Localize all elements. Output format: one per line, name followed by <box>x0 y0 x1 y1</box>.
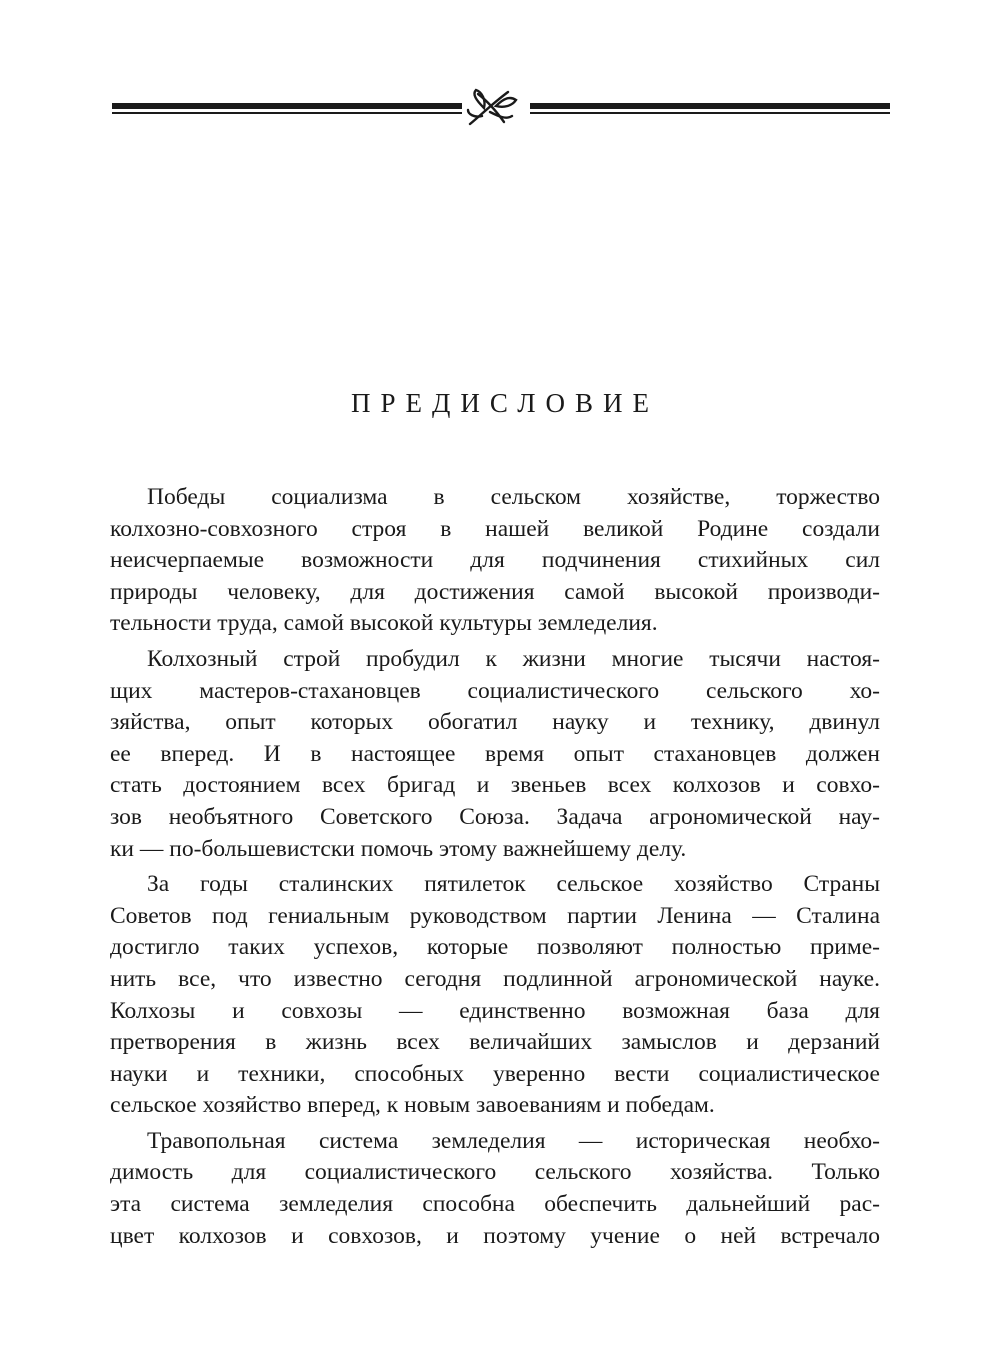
text-line: зов необъятного Советского Союза. Задача агрономической нау- <box>110 803 880 830</box>
page-title: ПРЕДИСЛОВИЕ <box>350 388 660 418</box>
text-line: цвет колхозов и совхозов, и поэтому учение о ней встречало <box>110 1222 880 1249</box>
text-line: Травопольная система земледелия — историческая необхо- <box>147 1127 880 1154</box>
header-ornament <box>112 86 890 130</box>
text-line: претворения в жизнь всех величайших замыслов и дерзаний <box>110 1029 880 1056</box>
text-line: природы человеку, для достижения самой высокой производи- <box>110 578 880 605</box>
text-line: Колхозный строй пробудил к жизни многие тысячи настоя- <box>147 645 880 672</box>
text-line: ее вперед. И в настоящее время опыт стахановцев должен <box>110 740 880 767</box>
text-line: димость для социалистического сельского хозяйства. Только <box>110 1159 880 1186</box>
text-line: нить все, что известно сегодня подлинной агрономической науке. <box>110 965 880 992</box>
text-line: зяйства, опыт которых обогатил науку и технику, двинул <box>110 709 880 736</box>
text-line: Советов под гениальным руководством партии Ленина — Сталина <box>110 902 880 929</box>
text-line: колхозно-совхозного строя в нашей великой Родине создали <box>110 515 880 542</box>
paragraph-4 <box>110 1126 880 1252</box>
ornament-rule-left-thick <box>112 103 462 109</box>
ornament-rule-right-thick <box>530 103 890 109</box>
ornament-sprig-icon <box>468 90 516 124</box>
body-text <box>110 482 880 1256</box>
text-line: стать достоянием всех бригад и звеньев всех колхозов и совхо- <box>110 772 880 799</box>
text-line: За годы сталинских пятилеток сельское хозяйство Страны <box>147 871 880 898</box>
ornament-rule-left-thin <box>112 112 462 114</box>
text-line: эта система земледелия способна обеспечить дальнейший рас- <box>110 1191 880 1218</box>
text-line: ки — по-большевистски помочь этому важнейшему делу. <box>110 835 687 862</box>
paragraph-2 <box>110 644 880 865</box>
ornament-rule-right-thin <box>530 112 890 114</box>
text-line: сельское хозяйство вперед, к новым завоеваниям и победам. <box>110 1092 715 1119</box>
paragraph-1 <box>110 482 880 640</box>
text-line: неисчерпаемые возможности для подчинения стихийных сил <box>110 547 880 574</box>
paragraph-3 <box>110 869 880 1122</box>
text-line: Победы социализма в сельском хозяйстве, торжество <box>147 484 880 510</box>
text-line: тельности труда, самой высокой культуры земледелия. <box>110 610 658 637</box>
text-line: Колхозы и совхозы — единственно возможная база для <box>110 997 880 1024</box>
text-line: науки и техники, способных уверенно вести социалистическое <box>110 1060 880 1087</box>
text-line: достигло таких успехов, которые позволяют полностью приме- <box>110 934 880 961</box>
text-line: щих мастеров-стахановцев социалистического сельского хо- <box>110 677 880 704</box>
